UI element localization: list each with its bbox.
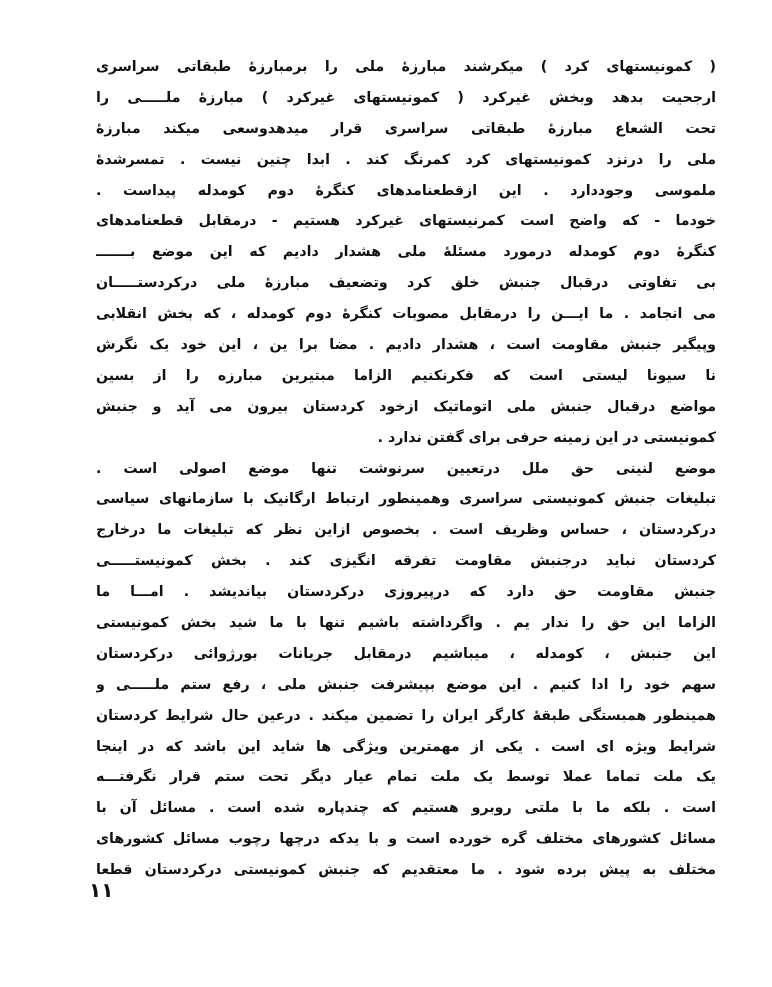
text-line: همینطور همبستگی طبقهٔ کارگر ایران را تضمین میکند . درعین حال شرایط کردستان <box>96 707 716 724</box>
text-line: نا سیونا لیستی است که فکرنکنیم الزاما مبتیرین مبارزه را از بسین <box>96 367 716 384</box>
page-number: ۱۱ <box>89 878 114 902</box>
text-line: کمونیستی در این زمینه حرفی برای گفتن ندارد . <box>377 429 716 446</box>
text-line: الزاما این حق را ندار یم . واگرداشته باشیم تنها با ما شید بخش کمونیستی <box>96 615 716 632</box>
text-line: مختلف به پیش برده شود . ما معتقدیم که جنبش کمونیستی درکردستان قطعا <box>96 862 716 879</box>
text-line: یک ملت تماما عملا توسط یک ملت تمام عیار دیگر تحت ستم قرار نگرفتـــه <box>96 769 716 786</box>
text-line: است . بلکه ما با ملتی روبرو هستیم که چندپاره شده است . مسائل آن با <box>96 800 716 817</box>
text-line: جنبش مقاومت حق دارد که درپیروزی درکردستان بیاندیشد . امـــا ما <box>96 584 716 601</box>
text-line: سهم خود را ادا کنیم . این موضع بپیشرفت جنبش ملی ، رفع ستم ملـــــی و <box>96 676 716 693</box>
text-line: ملموسی وجوددارد . این ازقطعنامدهای کنگرهٔ دوم کومدله پیداست . <box>96 182 716 199</box>
text-line: تبلیغات جنبش کمونیستی سراسری وهمینطور ارتباط ارگانیک با سازمانهای سیاسی <box>96 491 716 508</box>
text-line: خودما - که واضح است کمرنیستهای غیرکرد هستیم - درمقابل قطعنامدهای <box>96 213 716 230</box>
text-line: درکردستان ، حساس وظریف است . بخصوص ازاین نظر که تبلیغات ما درخارج <box>96 522 716 539</box>
text-line: تحت الشعاع مبارزهٔ طبقاتی سراسری قرار میدهدوسعی میکند مبارزهٔ <box>96 120 716 137</box>
body-text <box>96 52 716 886</box>
text-line: ارجحیت بدهد وبخش غیرکرد ( کمونیستهای غیرکرد ) مبارزهٔ ملـــــی را <box>96 89 716 106</box>
text-line: کردستان نباید درجنبش مقاومت تفرقه انگیزی کند . بخش کمونیستـــــی <box>96 553 716 570</box>
text-line: مسائل کشورهای مختلف گره خورده است و با یدکه درچها رچوب مسائل کشورهای <box>96 831 716 848</box>
text-line: ملی را درنزد کمونیستهای کرد کمرنگ کند . ابدا چنین نیست . تمسرشدهٔ <box>96 151 716 168</box>
text-line: مواضع درقبال جنبش ملی اتوماتیک ازخود کردستان بیرون می آید و جنبش <box>96 398 716 415</box>
text-line: شرایط ویژه ای است . یکی از مهمترین ویژگی ها شاید این باشد که در اینجا <box>96 738 716 755</box>
text-line: بی تفاوتی درقبال جنبش خلق کرد وتضعیف مبارزهٔ ملی درکردستـــــان <box>96 275 716 292</box>
text-line: وپیگیر جنبش مقاومت است ، هشدار دادیم . مضا برا ین ، این خود یک نگرش <box>96 337 716 354</box>
text-line: این جنبش ، کومدله ، میباشیم درمقابل جریانات بورژوائی درکردستان <box>96 645 716 662</box>
text-line: موضع لنینی حق ملل درتعیین سرنوشت تنها موضع اصولی است . <box>96 460 716 477</box>
text-line: کنگرهٔ دوم کومدله درمورد مسئلهٔ ملی هشدار دادیم که این موضع بـــــــ <box>96 244 716 261</box>
text-line: می انجامد . ما ایـــن را درمقابل مصوبات کنگرهٔ دوم کومدله ، که بخش انقلابی <box>96 306 716 323</box>
text-line: ( کمونیستهای کرد ) میکرشند مبارزهٔ ملی را برمبارزهٔ طبقاتی سراسری <box>96 59 716 75</box>
